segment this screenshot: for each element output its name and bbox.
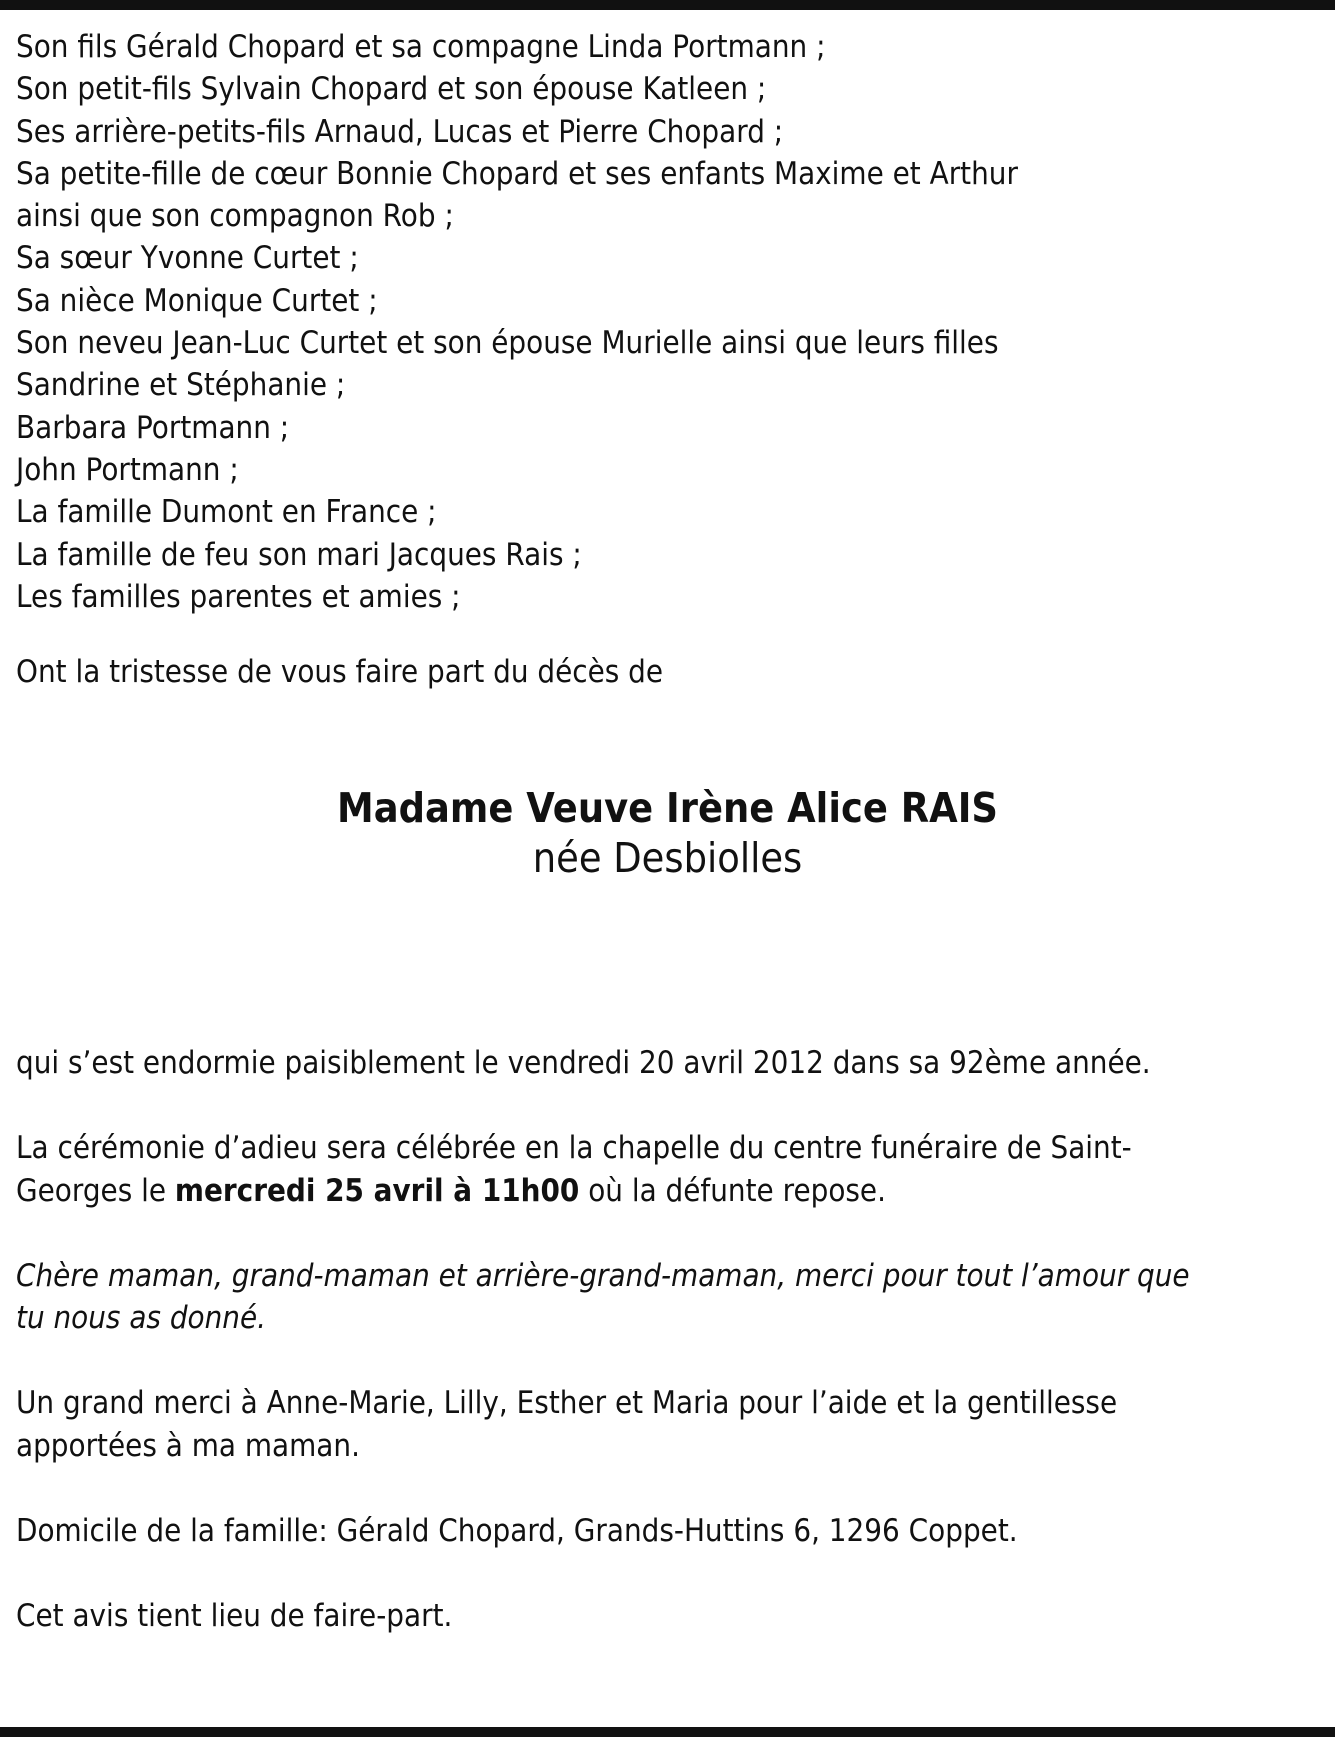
- thanks-paragraph: [16, 1382, 1316, 1467]
- family-member-line: Ses arrière-petits-fils Arnaud, Lucas et Pierre Chopard ;: [16, 113, 784, 150]
- ceremony-text: Georges le: [16, 1172, 175, 1209]
- deceased-heading: [0, 783, 1335, 883]
- ceremony-date: mercredi 25 avril à 11h00: [174, 1172, 580, 1209]
- passing-text: qui s’est endormie paisiblement le vendredi 20 avril 2012 dans sa 92ème année.: [16, 1045, 1151, 1081]
- announcement-text: Ont la tristesse de vous faire part du décès de: [16, 654, 664, 691]
- obituary-notice: [16, 26, 1316, 693]
- ceremony-text: où la défunte repose.: [579, 1172, 886, 1209]
- family-member-line: Son petit-fils Sylvain Chopard et son épouse Katleen ;: [16, 71, 767, 108]
- family-member-line: ainsi que son compagnon Rob ;: [16, 198, 454, 235]
- family-member-line: Son neveu Jean-Luc Curtet et son épouse Murielle ainsi que leurs filles: [16, 325, 999, 362]
- family-member-line: La famille de feu son mari Jacques Rais ;: [16, 536, 582, 573]
- passing-paragraph: [16, 1042, 1316, 1085]
- closing-text: Cet avis tient lieu de faire-part.: [16, 1597, 453, 1634]
- thanks-line: Un grand merci à Anne-Marie, Lilly, Esther et Maria pour l’aide et la gentillesse: [16, 1385, 1118, 1421]
- family-member-line: Les familles parentes et amies ;: [16, 578, 461, 615]
- deceased-name: Madame Veuve Irène Alice RAIS: [337, 784, 998, 832]
- ceremony-line: [16, 1170, 1186, 1213]
- family-member-line: Sa sœur Yvonne Curtet ;: [16, 240, 359, 277]
- family-member-line: La famille Dumont en France ;: [16, 494, 437, 531]
- closing-paragraph: [16, 1595, 1316, 1638]
- tribute-paragraph: [16, 1255, 1316, 1340]
- family-member-line: Son fils Gérald Chopard et sa compagne Linda Portmann ;: [16, 29, 826, 65]
- family-member-line: Sa nièce Monique Curtet ;: [16, 282, 378, 319]
- thanks-line: apportées à ma maman.: [16, 1427, 360, 1464]
- tribute-line: Chère maman, grand-maman et arrière-grand-maman, merci pour tout l’amour que: [16, 1257, 1190, 1294]
- ceremony-paragraph: [16, 1127, 1316, 1212]
- obituary-details: [16, 1042, 1316, 1637]
- tribute-line: tu nous as donné.: [16, 1300, 267, 1336]
- family-member-line: Sa petite-fille de cœur Bonnie Chopard et ses enfants Maxime et Arthur: [16, 155, 1018, 192]
- domicile-paragraph: [16, 1510, 1316, 1553]
- deceased-maiden-name: née Desbiolles: [532, 834, 803, 882]
- top-border: [0, 0, 1335, 10]
- domicile-text: Domicile de la famille: Gérald Chopard, Grands-Huttins 6, 1296 Coppet.: [16, 1512, 1018, 1549]
- family-member-line: Barbara Portmann ;: [16, 409, 290, 446]
- bottom-border: [0, 1727, 1335, 1737]
- family-member-line: Sandrine et Stéphanie ;: [16, 367, 346, 404]
- family-member-line: John Portmann ;: [16, 451, 239, 488]
- family-members-list: [16, 26, 1316, 618]
- ceremony-line: La cérémonie d’adieu sera célébrée en la chapelle du centre funéraire de Saint-: [16, 1130, 1132, 1166]
